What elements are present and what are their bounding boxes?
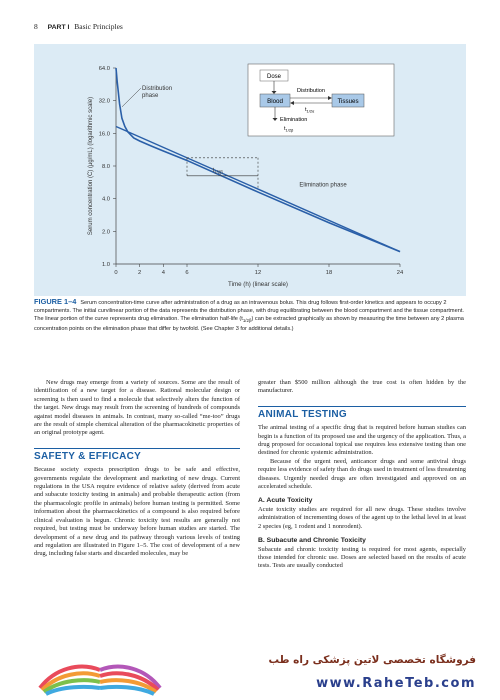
concentration-time-chart — [34, 44, 466, 296]
svg-text:t1/2α — [305, 107, 315, 114]
y-tick-label: 2.0 — [101, 229, 110, 236]
x-tick-label: 24 — [396, 270, 404, 276]
page-number: 8 — [34, 22, 38, 31]
running-header — [34, 22, 123, 31]
part-label: PART I — [47, 24, 70, 31]
animal-testing-heading: ANIMAL TESTING — [258, 406, 466, 419]
x-tick-label: 0 — [114, 270, 118, 276]
x-tick-label: 18 — [325, 270, 333, 276]
figure-label: FIGURE 1–4 — [34, 297, 77, 306]
acute-paragraph: Acute toxicity studies are required for all new drugs. These studies involve administration of incrementing doses of the agent up to the lethal level in at least 2 species (eg, 1 rodent and 1 nonrodent). — [258, 505, 466, 530]
animal-paragraph-2: Because of the urgent need, anticancer drugs and some antiviral drugs require less evidence of safety than do drugs used in treatment of less threatening diseases. Urgently needed drugs are often investigated and approved on an accelerated schedule. — [258, 457, 466, 491]
subacute-toxicity-heading: B. Subacute and Chronic Toxicity — [258, 537, 366, 545]
dose-label: Dose — [266, 74, 282, 80]
continued-paragraph: greater than $500 million although the true cost is often hidden by the manufacturer. — [258, 379, 466, 395]
watermark-logo — [0, 640, 500, 700]
intro-paragraph: New drugs may emerge from a variety of sources. Some are the result of identification of a new target for a disease. Rational molecular design or screening is then used to find a molecule that selectively alters the function of the target. New drugs may result from the screening of hundreds of compounds against model diseases in animals. In contrast, many so-called “me-too” drugs are the result of simple chemical alteration of the pharmacokinetic properties of an original prototype agent. — [34, 379, 240, 437]
right-column — [258, 379, 466, 571]
x-tick-label: 4 — [161, 270, 165, 276]
caption-text-2: ) can be extracted graphically as shown by measuring the time between any 2 plasma concentration points on the elimination phase that differ by twofold. (See Chapter 3 for additional details.) — [34, 316, 464, 333]
figure-caption — [34, 298, 466, 333]
caption-subscript: 1/2β — [242, 318, 252, 324]
watermark-url: www.RaheTeb.com — [316, 676, 476, 691]
safety-efficacy-heading: SAFETY & EFFICACY — [34, 448, 240, 461]
distribution-t: t — [305, 107, 307, 113]
y-tick-label: 16.0 — [98, 131, 110, 138]
distribution-label: Distribution — [297, 88, 325, 94]
elimination-phase-label: Elimination phase — [299, 182, 347, 189]
part-title: Basic Principles — [74, 22, 123, 31]
elimination-t: t — [284, 126, 286, 132]
distribution-phase-label: Distribution phase — [142, 86, 173, 100]
x-tick-label: 6 — [185, 270, 189, 276]
blood-label: Blood — [267, 98, 283, 105]
elimination-t-sub: 1/2β — [285, 127, 294, 133]
acute-toxicity-heading: A. Acute Toxicity — [258, 497, 313, 505]
y-tick-label: 8.0 — [101, 164, 110, 170]
x-tick-label: 12 — [254, 270, 262, 276]
watermark-persian-text: فروشگاه تخصصی لاتین پزشکی راه طب — [268, 654, 476, 666]
x-tick-label: 2 — [138, 270, 142, 276]
tissues-label: Tissues — [337, 98, 359, 105]
y-tick-label: 1.0 — [101, 262, 110, 268]
elimination-label: Elimination — [280, 117, 308, 123]
y-tick-label: 64.0 — [98, 66, 110, 72]
x-axis-label: Time (h) (linear scale) — [228, 281, 288, 288]
y-axis-label: Serum concentration (C) (μg/mL) (logarithmic scale) — [88, 96, 94, 236]
distribution-phase-pointer — [122, 88, 141, 107]
left-column — [34, 379, 240, 559]
y-tick-label: 4.0 — [101, 196, 110, 203]
safety-paragraph: Because society expects prescription drugs to be safe and effective, governments regulate the development and marketing of new drugs. Current regulations in the USA require evidence of relative safety (derived from acute and subacute toxicity testing in animals) and probable therapeutic action (from the pharmacologic profile in animals) before human testing is permitted. Some information about the pharmacokinetics of a compound is also required before clinical evaluation is begun. Chronic toxicity test results are generally not required, but testing must be underway before human studies are started. The development of a new drug and its pathway through various levels of testing and regulation are illustrated in Figure 1–5. The cost of development of a new drug, including false starts and discarded molecules, may be — [34, 466, 240, 558]
compartment-model-diagram — [248, 64, 394, 136]
half-life-label: $t_{1/2\beta}$ — [212, 167, 223, 175]
caption-text-1: Serum concentration-time curve after administration of a drug as an intravenous bolus. This drug follows first-order kinetics and appears to occupy 2 compartments. The initial curvilinear portion of the data represents the distribution phase, with drug equilibrating between the blood compartment and the tissue compartment. The linear portion of the curve represents drug elimination. The elimination half-life (t — [34, 300, 464, 322]
svg-text:t1/2β — [284, 126, 294, 133]
distribution-t-sub: 1/2α — [306, 108, 315, 114]
subacute-paragraph: Subacute and chronic toxicity testing is required for most agents, especially those intended for chronic use. Doses are selected based on the results of acute tests. Tests are usually conducted — [258, 545, 466, 570]
animal-paragraph-1: The animal testing of a specific drug that is required before human studies can begin is a function of its proposed use and the urgency of the application. Thus, a drug proposed for occasional topical use requires less extensive testing than one destined for chronic systemic administration. — [258, 424, 466, 457]
y-tick-label: 32.0 — [98, 98, 110, 105]
